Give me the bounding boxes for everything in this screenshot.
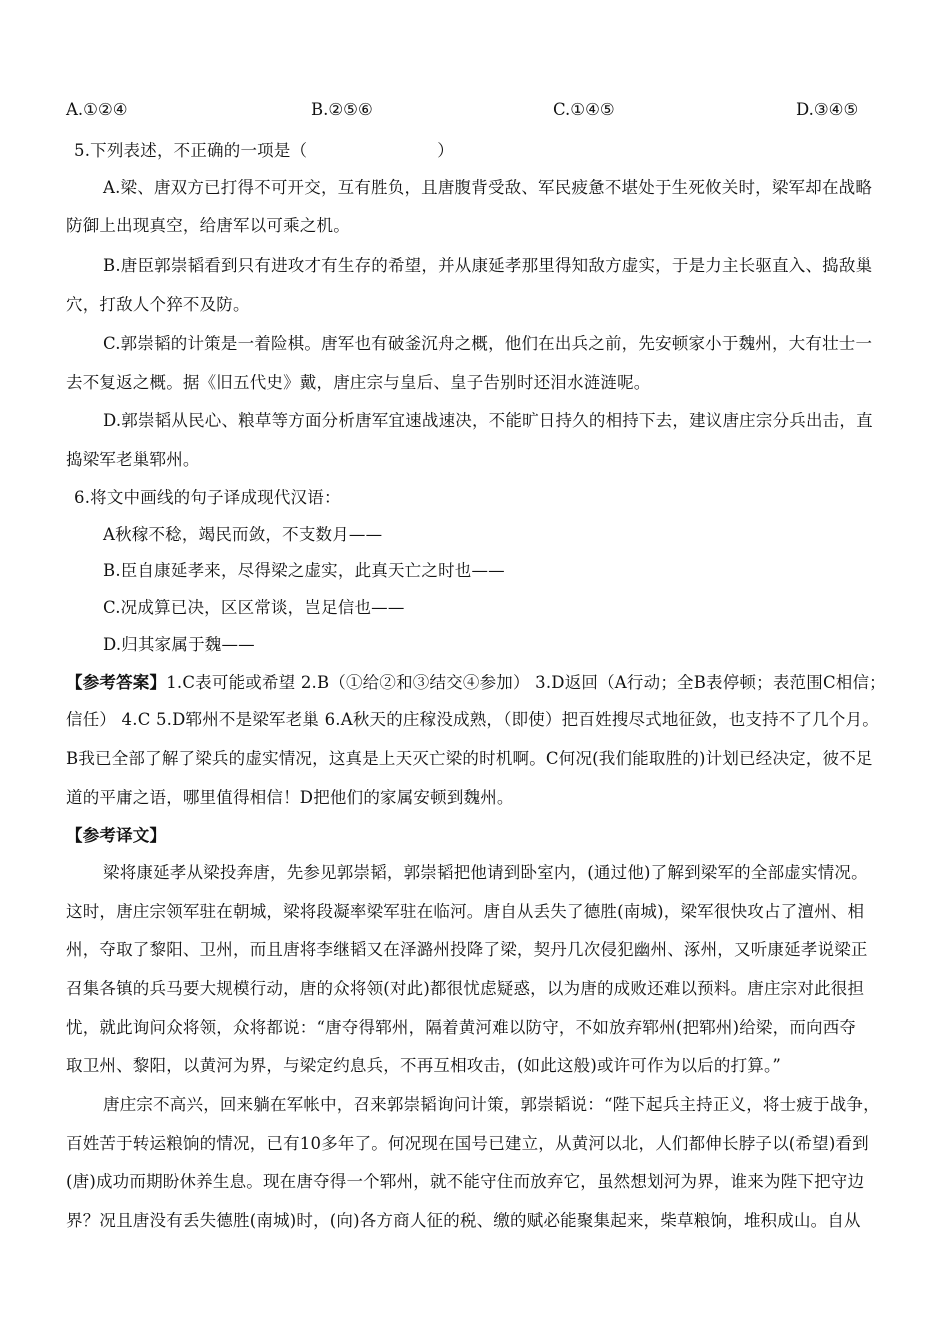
translation-p1-line: 忧，就此询问众将领，众将都说：“唐夺得郓州，隔着黄河难以防守，不如放弃郓州(把郓州)给梁，而向西夺: [66, 1018, 857, 1037]
q5-option-c-line2: 去不复返之概。据《旧五代史》戴，唐庄宗与皇后、皇子告别时还泪水涟涟呢。: [66, 373, 651, 392]
q6-item-b: B.臣自康延孝来，尽得梁之虚实，此真天亡之时也——: [103, 561, 505, 580]
q4-option-d: D.③④⑤: [796, 100, 859, 119]
q5-stem: 5.下列表述，不正确的一项是（ ）: [74, 141, 454, 160]
q5-option-b-line1: B.唐臣郭崇韬看到只有进攻才有生存的希望，并从康延孝那里得知敌方虚实，于是力主长驱直入、捣敌巢: [103, 256, 873, 275]
q4-option-c: C.①④⑤: [553, 100, 615, 119]
translation-p1-line: 梁将康延孝从梁投奔唐，先参见郭崇韬，郭崇韬把他请到卧室内，(通过他)了解到梁军的全部虚实情况。: [103, 863, 868, 882]
q5-option-d-line2: 捣梁军老巢郓州。: [66, 450, 200, 469]
translation-p1-line: 州，夺取了黎阳、卫州，而且唐将李继韬又在泽潞州投降了梁，契丹几次侵犯幽州、涿州，又听康延孝说梁正: [66, 940, 868, 959]
q5-option-d-line1: D.郭崇韬从民心、粮草等方面分析唐军宜速战速决，不能旷日持久的相持下去，建议唐庄宗分兵出击，直: [103, 411, 873, 430]
q6-stem: 6.将文中画线的句子译成现代汉语：: [74, 488, 341, 507]
q5-option-c-line1: C.郭崇韬的计策是一着险棋。唐军也有破釜沉舟之概，他们在出兵之前，先安顿家小于魏州，大有壮士一: [103, 334, 873, 353]
q6-item-c: C.况成算已决，区区常谈，岂足信也——: [103, 598, 405, 617]
q4-option-a: A.①②④: [66, 100, 128, 119]
translation-p2-line: 界？况且唐没有丢失德胜(南城)时，(向)各方商人征的税、缴的赋必能聚集起来，柴草粮饷，堆积成山。自从: [66, 1211, 861, 1230]
translation-p1-line: 取卫州、黎阳，以黄河为界，与梁定约息兵，不再互相攻击，(如此这般)或许可作为以后的打算。”: [66, 1056, 782, 1075]
answers-line2: 信任） 4.C 5.D郓州不是梁军老巢 6.A秋天的庄稼没成熟，（即使）把百姓搜尽式地征敛，也支持不了几个月。: [66, 710, 879, 729]
q6-item-a: A秋稼不稔，竭民而敛，不支数月——: [103, 525, 383, 544]
q5-option-b-line2: 穴，打敌人个猝不及防。: [66, 295, 250, 314]
translation-p2-line: 唐庄宗不高兴，回来躺在军帐中，召来郭崇韬询问计策，郭崇韬说：“陛下起兵主持正义，将士疲于战争，: [103, 1095, 880, 1114]
q4-option-b: B.②⑤⑥: [311, 100, 373, 119]
translation-p1-line: 这时，唐庄宗领军驻在朝城，梁将段凝率梁军驻在临河。唐自从丢失了德胜(南城)，梁军很快攻占了澶州、相: [66, 902, 865, 921]
answers-line4: 道的平庸之语，哪里值得相信！D把他们的家属安顿到魏州。: [66, 788, 514, 807]
translation-p2-line: (唐)成功而期盼休养生息。现在唐夺得一个郓州，就不能守住而放弃它，虽然想划河为界，谁来为陛下把守边: [66, 1172, 865, 1191]
answers-line3: B我已全部了解了梁兵的虚实情况，这真是上天灭亡梁的时机啊。C何况(我们能取胜的)计划已经决定，彼不足: [66, 749, 873, 768]
translation-p2-line: 百姓苦于转运粮饷的情况，已有10多年了。何况现在国号已建立，从黄河以北，人们都伸长脖子以(希望)看到: [66, 1134, 869, 1153]
translation-heading: 【参考译文】: [66, 826, 167, 845]
answers-line1: 【参考答案】1.C表可能或希望 2.B（①给②和③结交④参加） 3.D返回（A行动；全B表停顿；表范围C相信；: [66, 673, 886, 692]
answers-heading: 【参考答案】: [66, 673, 167, 692]
translation-p1-line: 召集各镇的兵马要大规模行动，唐的众将领(对此)都很忧虑疑惑，以为唐的成败还难以预料。唐庄宗对此很担: [66, 979, 865, 998]
q5-option-a-line1: A.梁、唐双方已打得不可开交，互有胜负，且唐腹背受敌、军民疲惫不堪处于生死攸关时，梁军却在战略: [103, 178, 873, 197]
q6-item-d: D.归其家属于魏——: [103, 635, 255, 654]
q5-option-a-line2: 防御上出现真空，给唐军以可乘之机。: [66, 216, 350, 235]
